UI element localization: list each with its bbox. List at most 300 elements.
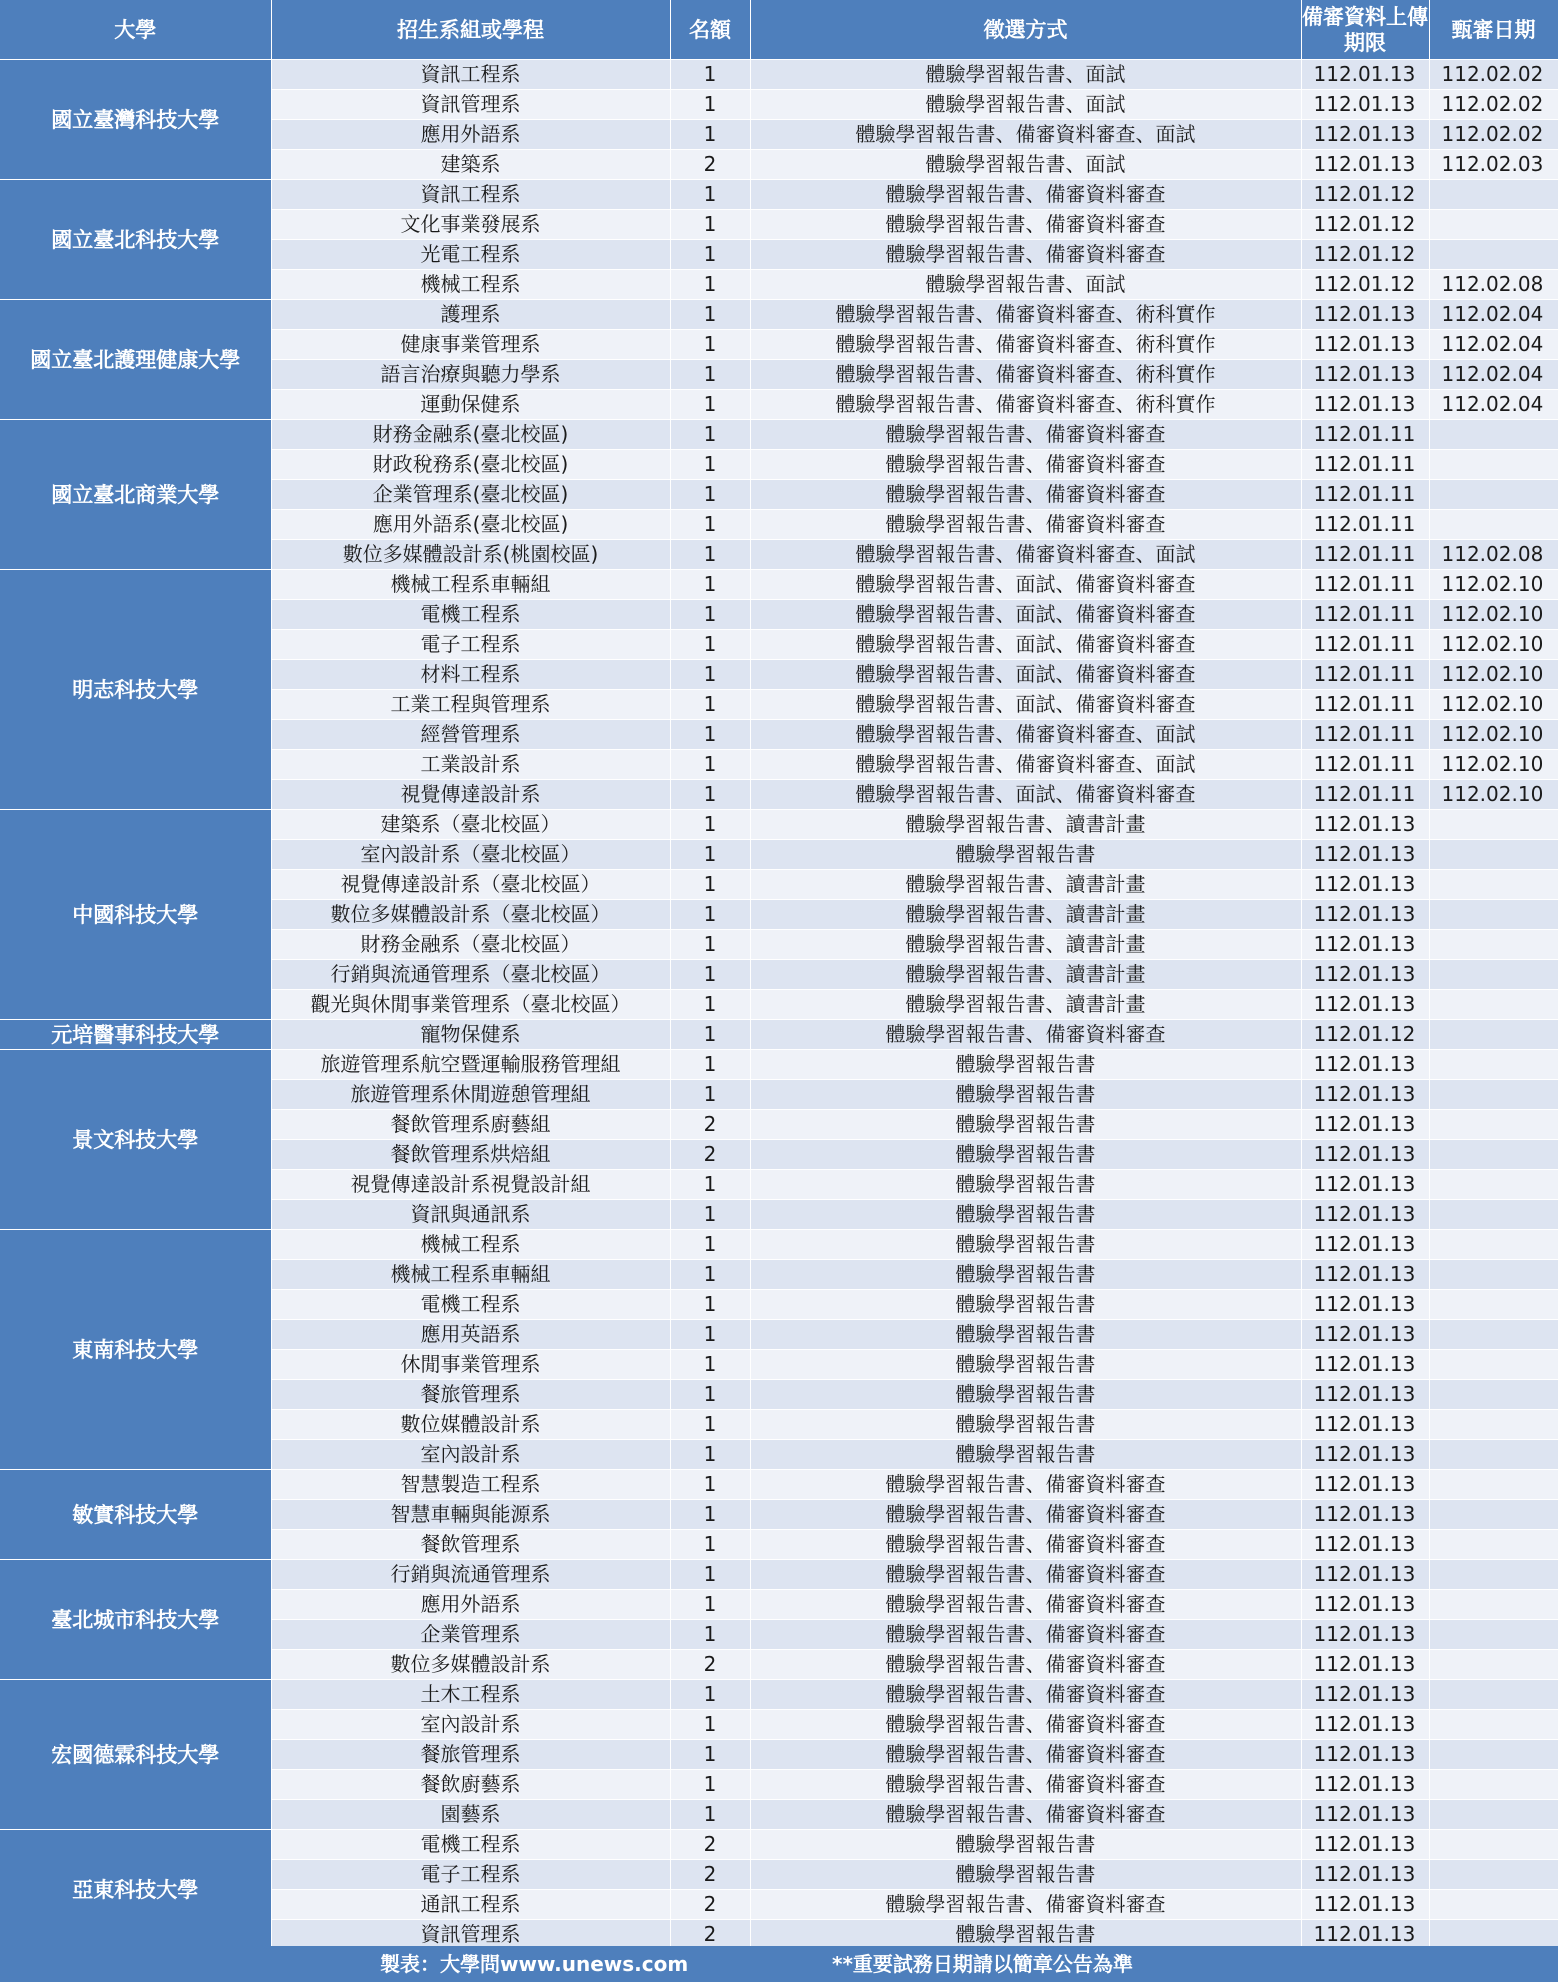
review-date-cell <box>1429 1590 1558 1620</box>
deadline-cell: 112.01.13 <box>1301 1350 1429 1380</box>
table-row <box>0 180 1558 210</box>
method-cell: 體驗學習報告書、讀書計畫 <box>750 930 1301 960</box>
deadline-cell: 112.01.13 <box>1301 930 1429 960</box>
department-cell: 數位多媒體設計系(桃園校區) <box>271 540 670 570</box>
header-deadline: 備審資料上傳期限 <box>1301 0 1429 60</box>
method-cell: 體驗學習報告書、備審資料審查 <box>750 1800 1301 1830</box>
review-date-cell <box>1429 990 1558 1020</box>
review-date-cell <box>1429 1710 1558 1740</box>
department-cell: 數位多媒體設計系（臺北校區） <box>271 900 670 930</box>
header-review-date: 甄審日期 <box>1429 0 1558 60</box>
method-cell: 體驗學習報告書、備審資料審查 <box>750 1680 1301 1710</box>
deadline-cell: 112.01.11 <box>1301 780 1429 810</box>
method-cell: 體驗學習報告書、讀書計畫 <box>750 990 1301 1020</box>
method-cell: 體驗學習報告書 <box>750 1410 1301 1440</box>
quota-cell: 1 <box>670 420 750 450</box>
footer-credit: 製表：大學問www.unews.com <box>380 1952 689 1976</box>
department-cell: 餐旅管理系 <box>271 1380 670 1410</box>
method-cell: 體驗學習報告書 <box>750 1260 1301 1290</box>
department-cell: 財務金融系（臺北校區） <box>271 930 670 960</box>
university-cell: 國立臺灣科技大學 <box>0 60 271 180</box>
department-cell: 應用外語系 <box>271 120 670 150</box>
review-date-cell <box>1429 1890 1558 1920</box>
review-date-cell <box>1429 1140 1558 1170</box>
quota-cell: 1 <box>670 1260 750 1290</box>
department-cell: 企業管理系 <box>271 1620 670 1650</box>
deadline-cell: 112.01.12 <box>1301 1020 1429 1050</box>
department-cell: 觀光與休閒事業管理系（臺北校區） <box>271 990 670 1020</box>
quota-cell: 2 <box>670 150 750 180</box>
method-cell: 體驗學習報告書、備審資料審查 <box>750 420 1301 450</box>
review-date-cell <box>1429 1860 1558 1890</box>
department-cell: 機械工程系 <box>271 270 670 300</box>
deadline-cell: 112.01.11 <box>1301 660 1429 690</box>
university-cell: 景文科技大學 <box>0 1050 271 1230</box>
method-cell: 體驗學習報告書、備審資料審查、面試 <box>750 120 1301 150</box>
method-cell: 體驗學習報告書、備審資料審查 <box>750 1020 1301 1050</box>
table-row <box>0 420 1558 450</box>
quota-cell: 1 <box>670 120 750 150</box>
method-cell: 體驗學習報告書、面試、備審資料審查 <box>750 630 1301 660</box>
method-cell: 體驗學習報告書、備審資料審查、面試 <box>750 720 1301 750</box>
table-row <box>0 1050 1558 1080</box>
review-date-cell: 112.02.10 <box>1429 600 1558 630</box>
deadline-cell: 112.01.13 <box>1301 1860 1429 1890</box>
department-cell: 工業工程與管理系 <box>271 690 670 720</box>
method-cell: 體驗學習報告書、讀書計畫 <box>750 900 1301 930</box>
method-cell: 體驗學習報告書、備審資料審查 <box>750 1710 1301 1740</box>
quota-cell: 2 <box>670 1650 750 1680</box>
quota-cell: 1 <box>670 1170 750 1200</box>
method-cell: 體驗學習報告書、備審資料審查 <box>750 1620 1301 1650</box>
quota-cell: 1 <box>670 1410 750 1440</box>
university-cell: 國立臺北護理健康大學 <box>0 300 271 420</box>
review-date-cell: 112.02.10 <box>1429 750 1558 780</box>
deadline-cell: 112.01.13 <box>1301 150 1429 180</box>
review-date-cell: 112.02.04 <box>1429 390 1558 420</box>
footer-note: **重要試務日期請以簡章公告為準 <box>832 1952 1133 1976</box>
deadline-cell: 112.01.13 <box>1301 1230 1429 1260</box>
quota-cell: 2 <box>670 1110 750 1140</box>
review-date-cell <box>1429 810 1558 840</box>
quota-cell: 1 <box>670 1050 750 1080</box>
deadline-cell: 112.01.13 <box>1301 1140 1429 1170</box>
table-row <box>0 1020 1558 1050</box>
department-cell: 財務金融系(臺北校區) <box>271 420 670 450</box>
footer-bar <box>0 1946 1558 1982</box>
deadline-cell: 112.01.11 <box>1301 750 1429 780</box>
quota-cell: 1 <box>670 480 750 510</box>
review-date-cell: 112.02.10 <box>1429 780 1558 810</box>
review-date-cell <box>1429 1470 1558 1500</box>
department-cell: 園藝系 <box>271 1800 670 1830</box>
quota-cell: 1 <box>670 1800 750 1830</box>
department-cell: 室內設計系（臺北校區） <box>271 840 670 870</box>
review-date-cell <box>1429 840 1558 870</box>
method-cell: 體驗學習報告書、備審資料審查 <box>750 480 1301 510</box>
deadline-cell: 112.01.13 <box>1301 1770 1429 1800</box>
department-cell: 資訊與通訊系 <box>271 1200 670 1230</box>
department-cell: 資訊管理系 <box>271 90 670 120</box>
review-date-cell <box>1429 240 1558 270</box>
quota-cell: 1 <box>670 810 750 840</box>
review-date-cell: 112.02.02 <box>1429 90 1558 120</box>
deadline-cell: 112.01.11 <box>1301 420 1429 450</box>
review-date-cell <box>1429 210 1558 240</box>
method-cell: 體驗學習報告書、備審資料審查 <box>750 180 1301 210</box>
quota-cell: 1 <box>670 300 750 330</box>
department-cell: 資訊工程系 <box>271 180 670 210</box>
header-method: 徵選方式 <box>750 0 1301 60</box>
quota-cell: 1 <box>670 1770 750 1800</box>
method-cell: 體驗學習報告書、備審資料審查 <box>750 1560 1301 1590</box>
department-cell: 智慧車輛與能源系 <box>271 1500 670 1530</box>
department-cell: 財政稅務系(臺北校區) <box>271 450 670 480</box>
method-cell: 體驗學習報告書、備審資料審查、面試 <box>750 540 1301 570</box>
quota-cell: 1 <box>670 1200 750 1230</box>
department-cell: 餐飲管理系 <box>271 1530 670 1560</box>
university-cell: 亞東科技大學 <box>0 1830 271 1950</box>
method-cell: 體驗學習報告書 <box>750 1080 1301 1110</box>
header-quota: 名額 <box>670 0 750 60</box>
method-cell: 體驗學習報告書、面試、備審資料審查 <box>750 600 1301 630</box>
department-cell: 材料工程系 <box>271 660 670 690</box>
review-date-cell <box>1429 1380 1558 1410</box>
deadline-cell: 112.01.13 <box>1301 960 1429 990</box>
review-date-cell <box>1429 420 1558 450</box>
deadline-cell: 112.01.13 <box>1301 870 1429 900</box>
quota-cell: 1 <box>670 1590 750 1620</box>
department-cell: 建築系 <box>271 150 670 180</box>
review-date-cell <box>1429 930 1558 960</box>
department-cell: 護理系 <box>271 300 670 330</box>
review-date-cell <box>1429 1680 1558 1710</box>
department-cell: 企業管理系(臺北校區) <box>271 480 670 510</box>
department-cell: 旅遊管理系休閒遊憩管理組 <box>271 1080 670 1110</box>
deadline-cell: 112.01.13 <box>1301 1590 1429 1620</box>
table-body <box>0 60 1558 1950</box>
header-university: 大學 <box>0 0 271 60</box>
review-date-cell <box>1429 1770 1558 1800</box>
review-date-cell: 112.02.10 <box>1429 660 1558 690</box>
department-cell: 光電工程系 <box>271 240 670 270</box>
method-cell: 體驗學習報告書、備審資料審查 <box>750 1740 1301 1770</box>
quota-cell: 1 <box>670 1230 750 1260</box>
review-date-cell: 112.02.04 <box>1429 330 1558 360</box>
deadline-cell: 112.01.13 <box>1301 900 1429 930</box>
method-cell: 體驗學習報告書、面試、備審資料審查 <box>750 690 1301 720</box>
method-cell: 體驗學習報告書、備審資料審查 <box>750 1590 1301 1620</box>
method-cell: 體驗學習報告書、備審資料審查 <box>750 1890 1301 1920</box>
quota-cell: 1 <box>670 990 750 1020</box>
department-cell: 工業設計系 <box>271 750 670 780</box>
department-cell: 視覺傳達設計系視覺設計組 <box>271 1170 670 1200</box>
review-date-cell <box>1429 1320 1558 1350</box>
method-cell: 體驗學習報告書、備審資料審查 <box>750 1470 1301 1500</box>
deadline-cell: 112.01.13 <box>1301 1650 1429 1680</box>
quota-cell: 1 <box>670 870 750 900</box>
review-date-cell <box>1429 960 1558 990</box>
quota-cell: 1 <box>670 240 750 270</box>
department-cell: 應用英語系 <box>271 1320 670 1350</box>
deadline-cell: 112.01.13 <box>1301 330 1429 360</box>
method-cell: 體驗學習報告書、面試 <box>750 90 1301 120</box>
university-cell: 元培醫事科技大學 <box>0 1020 271 1050</box>
department-cell: 電機工程系 <box>271 1290 670 1320</box>
method-cell: 體驗學習報告書、備審資料審查、術科實作 <box>750 330 1301 360</box>
quota-cell: 1 <box>670 1680 750 1710</box>
method-cell: 體驗學習報告書 <box>750 1920 1301 1950</box>
quota-cell: 1 <box>670 270 750 300</box>
quota-cell: 2 <box>670 1140 750 1170</box>
table-row <box>0 60 1558 90</box>
review-date-cell <box>1429 1230 1558 1260</box>
department-cell: 餐飲廚藝系 <box>271 1770 670 1800</box>
deadline-cell: 112.01.13 <box>1301 390 1429 420</box>
deadline-cell: 112.01.13 <box>1301 1290 1429 1320</box>
table-row <box>0 1470 1558 1500</box>
method-cell: 體驗學習報告書、面試 <box>750 270 1301 300</box>
method-cell: 體驗學習報告書、面試 <box>750 150 1301 180</box>
quota-cell: 1 <box>670 840 750 870</box>
method-cell: 體驗學習報告書、備審資料審查 <box>750 1650 1301 1680</box>
department-cell: 餐飲管理系烘焙組 <box>271 1140 670 1170</box>
review-date-cell <box>1429 870 1558 900</box>
deadline-cell: 112.01.11 <box>1301 630 1429 660</box>
quota-cell: 1 <box>670 960 750 990</box>
method-cell: 體驗學習報告書、備審資料審查 <box>750 210 1301 240</box>
review-date-cell <box>1429 1170 1558 1200</box>
quota-cell: 1 <box>670 900 750 930</box>
review-date-cell <box>1429 1830 1558 1860</box>
deadline-cell: 112.01.11 <box>1301 510 1429 540</box>
review-date-cell: 112.02.04 <box>1429 300 1558 330</box>
method-cell: 體驗學習報告書、備審資料審查 <box>750 1770 1301 1800</box>
quota-cell: 1 <box>670 60 750 90</box>
method-cell: 體驗學習報告書 <box>750 1830 1301 1860</box>
quota-cell: 1 <box>670 1290 750 1320</box>
review-date-cell <box>1429 1560 1558 1590</box>
quota-cell: 1 <box>670 780 750 810</box>
deadline-cell: 112.01.13 <box>1301 1830 1429 1860</box>
method-cell: 體驗學習報告書 <box>750 1440 1301 1470</box>
review-date-cell <box>1429 1500 1558 1530</box>
table-row <box>0 1560 1558 1590</box>
deadline-cell: 112.01.13 <box>1301 60 1429 90</box>
deadline-cell: 112.01.13 <box>1301 840 1429 870</box>
review-date-cell <box>1429 180 1558 210</box>
method-cell: 體驗學習報告書 <box>750 1170 1301 1200</box>
review-date-cell: 112.02.02 <box>1429 120 1558 150</box>
department-cell: 寵物保健系 <box>271 1020 670 1050</box>
review-date-cell: 112.02.10 <box>1429 720 1558 750</box>
quota-cell: 1 <box>670 1350 750 1380</box>
quota-cell: 1 <box>670 630 750 660</box>
method-cell: 體驗學習報告書 <box>750 1320 1301 1350</box>
department-cell: 經營管理系 <box>271 720 670 750</box>
quota-cell: 1 <box>670 180 750 210</box>
department-cell: 機械工程系 <box>271 1230 670 1260</box>
method-cell: 體驗學習報告書、讀書計畫 <box>750 870 1301 900</box>
department-cell: 智慧製造工程系 <box>271 1470 670 1500</box>
deadline-cell: 112.01.13 <box>1301 1710 1429 1740</box>
deadline-cell: 112.01.11 <box>1301 480 1429 510</box>
quota-cell: 2 <box>670 1890 750 1920</box>
method-cell: 體驗學習報告書、備審資料審查、術科實作 <box>750 360 1301 390</box>
deadline-cell: 112.01.12 <box>1301 210 1429 240</box>
method-cell: 體驗學習報告書、備審資料審查 <box>750 450 1301 480</box>
quota-cell: 1 <box>670 1740 750 1770</box>
table-row <box>0 1680 1558 1710</box>
method-cell: 體驗學習報告書 <box>750 1110 1301 1140</box>
quota-cell: 1 <box>670 1020 750 1050</box>
quota-cell: 1 <box>670 1560 750 1590</box>
department-cell: 室內設計系 <box>271 1440 670 1470</box>
table-row <box>0 810 1558 840</box>
quota-cell: 2 <box>670 1860 750 1890</box>
method-cell: 體驗學習報告書、備審資料審查 <box>750 1530 1301 1560</box>
review-date-cell <box>1429 1530 1558 1560</box>
review-date-cell <box>1429 1350 1558 1380</box>
deadline-cell: 112.01.13 <box>1301 1470 1429 1500</box>
quota-cell: 1 <box>670 1470 750 1500</box>
university-cell: 中國科技大學 <box>0 810 271 1020</box>
review-date-cell: 112.02.10 <box>1429 690 1558 720</box>
review-date-cell <box>1429 1410 1558 1440</box>
university-cell: 東南科技大學 <box>0 1230 271 1470</box>
university-cell: 宏國德霖科技大學 <box>0 1680 271 1830</box>
department-cell: 行銷與流通管理系 <box>271 1560 670 1590</box>
review-date-cell <box>1429 510 1558 540</box>
method-cell: 體驗學習報告書、面試、備審資料審查 <box>750 660 1301 690</box>
department-cell: 數位媒體設計系 <box>271 1410 670 1440</box>
quota-cell: 1 <box>670 1530 750 1560</box>
method-cell: 體驗學習報告書、備審資料審查、術科實作 <box>750 390 1301 420</box>
deadline-cell: 112.01.12 <box>1301 270 1429 300</box>
review-date-cell <box>1429 900 1558 930</box>
method-cell: 體驗學習報告書、備審資料審查、術科實作 <box>750 300 1301 330</box>
method-cell: 體驗學習報告書 <box>750 1380 1301 1410</box>
review-date-cell <box>1429 1020 1558 1050</box>
review-date-cell <box>1429 1290 1558 1320</box>
review-date-cell <box>1429 1650 1558 1680</box>
deadline-cell: 112.01.13 <box>1301 1890 1429 1920</box>
department-cell: 應用外語系 <box>271 1590 670 1620</box>
method-cell: 體驗學習報告書 <box>750 1200 1301 1230</box>
department-cell: 應用外語系(臺北校區) <box>271 510 670 540</box>
department-cell: 視覺傳達設計系（臺北校區） <box>271 870 670 900</box>
quota-cell: 1 <box>670 540 750 570</box>
quota-cell: 1 <box>670 210 750 240</box>
table-row <box>0 300 1558 330</box>
quota-cell: 1 <box>670 360 750 390</box>
deadline-cell: 112.01.13 <box>1301 1800 1429 1830</box>
department-cell: 視覺傳達設計系 <box>271 780 670 810</box>
department-cell: 健康事業管理系 <box>271 330 670 360</box>
deadline-cell: 112.01.13 <box>1301 1500 1429 1530</box>
quota-cell: 1 <box>670 390 750 420</box>
header-department: 招生系組或學程 <box>271 0 670 60</box>
university-cell: 國立臺北商業大學 <box>0 420 271 570</box>
department-cell: 通訊工程系 <box>271 1890 670 1920</box>
department-cell: 資訊工程系 <box>271 60 670 90</box>
deadline-cell: 112.01.12 <box>1301 240 1429 270</box>
review-date-cell <box>1429 1260 1558 1290</box>
deadline-cell: 112.01.13 <box>1301 1080 1429 1110</box>
department-cell: 餐旅管理系 <box>271 1740 670 1770</box>
deadline-cell: 112.01.13 <box>1301 1410 1429 1440</box>
deadline-cell: 112.01.13 <box>1301 1560 1429 1590</box>
deadline-cell: 112.01.13 <box>1301 1530 1429 1560</box>
department-cell: 旅遊管理系航空暨運輸服務管理組 <box>271 1050 670 1080</box>
method-cell: 體驗學習報告書、備審資料審查 <box>750 510 1301 540</box>
deadline-cell: 112.01.13 <box>1301 1380 1429 1410</box>
quota-cell: 1 <box>670 450 750 480</box>
quota-cell: 1 <box>670 330 750 360</box>
quota-cell: 2 <box>670 1830 750 1860</box>
deadline-cell: 112.01.13 <box>1301 1740 1429 1770</box>
university-cell: 臺北城市科技大學 <box>0 1560 271 1680</box>
review-date-cell: 112.02.08 <box>1429 270 1558 300</box>
method-cell: 體驗學習報告書 <box>750 1860 1301 1890</box>
review-date-cell <box>1429 450 1558 480</box>
method-cell: 體驗學習報告書 <box>750 1350 1301 1380</box>
quota-cell: 1 <box>670 1080 750 1110</box>
method-cell: 體驗學習報告書 <box>750 1050 1301 1080</box>
method-cell: 體驗學習報告書 <box>750 1230 1301 1260</box>
method-cell: 體驗學習報告書 <box>750 1140 1301 1170</box>
method-cell: 體驗學習報告書、備審資料審查 <box>750 1500 1301 1530</box>
quota-cell: 1 <box>670 570 750 600</box>
deadline-cell: 112.01.11 <box>1301 540 1429 570</box>
deadline-cell: 112.01.13 <box>1301 1920 1429 1950</box>
quota-cell: 1 <box>670 1710 750 1740</box>
review-date-cell <box>1429 1740 1558 1770</box>
method-cell: 體驗學習報告書、備審資料審查、面試 <box>750 750 1301 780</box>
quota-cell: 1 <box>670 90 750 120</box>
review-date-cell <box>1429 1050 1558 1080</box>
deadline-cell: 112.01.12 <box>1301 180 1429 210</box>
deadline-cell: 112.01.13 <box>1301 1110 1429 1140</box>
department-cell: 數位多媒體設計系 <box>271 1650 670 1680</box>
department-cell: 運動保健系 <box>271 390 670 420</box>
deadline-cell: 112.01.13 <box>1301 1680 1429 1710</box>
review-date-cell <box>1429 1620 1558 1650</box>
quota-cell: 2 <box>670 1920 750 1950</box>
table-row <box>0 570 1558 600</box>
review-date-cell: 112.02.03 <box>1429 150 1558 180</box>
quota-cell: 1 <box>670 1320 750 1350</box>
department-cell: 建築系（臺北校區） <box>271 810 670 840</box>
deadline-cell: 112.01.11 <box>1301 690 1429 720</box>
department-cell: 土木工程系 <box>271 1680 670 1710</box>
quota-cell: 1 <box>670 690 750 720</box>
deadline-cell: 112.01.11 <box>1301 570 1429 600</box>
university-cell: 明志科技大學 <box>0 570 271 810</box>
deadline-cell: 112.01.13 <box>1301 990 1429 1020</box>
quota-cell: 1 <box>670 1500 750 1530</box>
review-date-cell <box>1429 1080 1558 1110</box>
deadline-cell: 112.01.13 <box>1301 300 1429 330</box>
department-cell: 室內設計系 <box>271 1710 670 1740</box>
university-cell: 國立臺北科技大學 <box>0 180 271 300</box>
quota-cell: 1 <box>670 930 750 960</box>
deadline-cell: 112.01.13 <box>1301 1050 1429 1080</box>
department-cell: 語言治療與聽力學系 <box>271 360 670 390</box>
quota-cell: 1 <box>670 750 750 780</box>
department-cell: 電子工程系 <box>271 630 670 660</box>
method-cell: 體驗學習報告書、面試 <box>750 60 1301 90</box>
